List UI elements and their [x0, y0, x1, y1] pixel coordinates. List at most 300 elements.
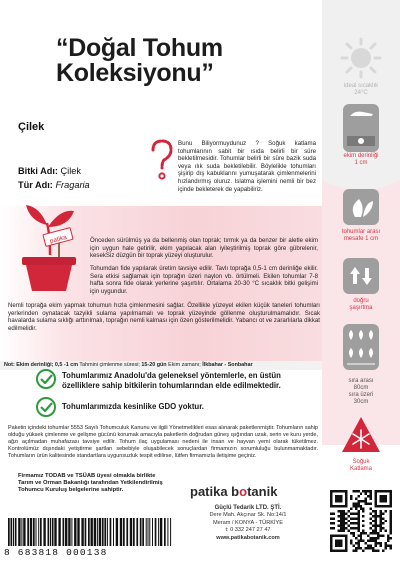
qr-module: [350, 540, 352, 542]
barcode-bar: [18, 518, 20, 546]
row-spacing-title-1: sıra arası: [348, 378, 374, 384]
qr-module: [367, 495, 369, 497]
qr-module: [347, 515, 349, 517]
seed-spacing-label: [322, 229, 400, 243]
qr-module: [370, 522, 372, 524]
brand-part-3: tanik: [247, 484, 278, 499]
sowing-depth-icon: [339, 112, 383, 156]
barcode-number: 8 683818 000138: [4, 547, 108, 558]
qr-module: [340, 525, 342, 527]
qr-module: [337, 530, 339, 532]
qr-module: [332, 517, 334, 519]
qr-module: [355, 547, 357, 549]
qr-module: [370, 502, 372, 504]
qr-module: [390, 527, 392, 529]
qr-module: [380, 522, 382, 524]
qr-module: [387, 540, 389, 542]
qr-module: [357, 530, 359, 532]
qr-module: [380, 520, 382, 522]
qr-module: [357, 520, 359, 522]
qr-module: [370, 490, 372, 492]
transplant-title: doğru: [353, 298, 369, 304]
qr-module: [342, 510, 344, 512]
qr-module: [355, 550, 357, 552]
qr-module: [355, 490, 357, 492]
qr-module: [382, 535, 384, 537]
qr-module: [340, 530, 342, 532]
qr-module: [345, 512, 347, 514]
barcode-bar: [38, 518, 39, 546]
qr-code: [330, 490, 392, 552]
qr-module: [345, 522, 347, 524]
qr-module: [385, 545, 387, 547]
barcode-bar: [11, 518, 13, 546]
sowing-depth-title: ekim derinliği: [343, 153, 379, 159]
barcode-bar: [48, 518, 50, 546]
barcode-bar: [123, 518, 125, 546]
qr-module: [357, 540, 359, 542]
qr-module: [375, 540, 377, 542]
qr-module: [347, 520, 349, 522]
qr-module: [357, 512, 359, 514]
barcode-bar: [120, 518, 122, 546]
qr-module: [377, 535, 379, 537]
snowflake-warning-icon: [339, 414, 383, 458]
bitki-value: Çilek: [60, 166, 81, 176]
qr-module: [357, 505, 359, 507]
qr-module: [390, 522, 392, 524]
qr-module: [342, 525, 344, 527]
qr-module: [335, 495, 342, 502]
barcode-bar: [94, 518, 96, 546]
ideal-temp-label: [322, 83, 400, 97]
paragraph-seedling: Tohumdan fide yapılarak üretim tavsiye edilir. Tavlı toprağa 0,5-1 cm derinliğe ekilir. Sera etkisi sağlamak için toprağın üzeri naylon vb. örtülmeli. Ekilen tohumlar 7-8 hafta sonra fide olarak yerlerine şaşırtılır. Ortalama 20-30 °C sıcaklık bitki gelişimi için uygundur.: [90, 265, 318, 295]
qr-module: [380, 527, 382, 529]
qr-module: [350, 512, 352, 514]
qr-module: [390, 545, 392, 547]
claim1-tail: edilmektedir.: [230, 381, 281, 390]
barcode-bar: [27, 518, 29, 546]
qr-module: [357, 527, 359, 529]
qr-module: [357, 547, 359, 549]
qr-module: [390, 530, 392, 532]
qr-module: [355, 527, 357, 529]
qr-module: [375, 510, 377, 512]
barcode-bar: [110, 518, 112, 546]
barcode-bar: [74, 518, 76, 546]
germination-value: 15-20 gün: [141, 362, 167, 368]
sowing-time-label: Ekim zamanı;: [168, 362, 201, 368]
qr-module: [350, 507, 352, 509]
qr-module: [362, 540, 364, 542]
qr-module: [330, 527, 332, 529]
company-name: Güçlü Tedarik LTD. ŞTİ.: [214, 505, 282, 511]
qr-module: [357, 525, 359, 527]
qr-module: [355, 507, 357, 509]
qr-module: [362, 515, 364, 517]
qr-module: [390, 520, 392, 522]
qr-module: [390, 515, 392, 517]
qr-module: [357, 522, 359, 524]
note-label: Not:: [4, 362, 15, 368]
qr-module: [380, 530, 382, 532]
barcode-bar: [158, 518, 159, 546]
qr-module: [380, 515, 382, 517]
sowing-depth-label: [322, 153, 400, 167]
qr-module: [380, 510, 382, 512]
barcode-bar: [167, 518, 168, 546]
qr-module: [355, 497, 357, 499]
plant-common-name: [18, 166, 81, 176]
qr-module: [332, 522, 334, 524]
ideal-temp-value: 24°C: [354, 90, 368, 96]
transplant-value: şaşırtma: [349, 305, 373, 311]
barcode-bar: [58, 518, 60, 546]
barcode-bar: [104, 518, 106, 546]
qr-module: [340, 510, 342, 512]
qr-module: [355, 512, 357, 514]
qr-module: [340, 520, 342, 522]
barcode-bar: [88, 518, 90, 546]
qr-module: [365, 542, 367, 544]
qr-module: [365, 497, 367, 499]
qr-module: [377, 525, 379, 527]
qr-module: [347, 510, 349, 512]
row-spacing-value-1: 80cm: [353, 385, 369, 391]
qr-module: [362, 550, 364, 552]
qr-module: [350, 517, 352, 519]
barcode-bar: [99, 518, 101, 546]
qr-module: [390, 510, 392, 512]
qr-module: [387, 535, 389, 537]
barcode-bar: [133, 518, 135, 546]
company-address-1: Dere Mah. Akçınar Sk. No:14/1: [209, 512, 287, 519]
barcode-bar: [21, 518, 22, 546]
qr-module: [370, 512, 372, 514]
qr-module: [375, 520, 377, 522]
depth-note: Ekim derinliği; 0,5 -1 cm: [16, 362, 78, 368]
qr-module: [370, 537, 372, 539]
claim1-body: Anadolu'da geleneksel yöntemlerle, en üstün özelliklere sahip bitkilerin tohumlarından elde: [62, 371, 281, 390]
qr-module: [390, 517, 392, 519]
qr-module: [380, 512, 382, 514]
qr-module: [340, 522, 342, 524]
qr-module: [350, 532, 352, 534]
qr-module: [375, 522, 377, 524]
tur-value: Fragaria: [55, 180, 90, 190]
qr-module: [357, 535, 359, 537]
qr-module: [360, 507, 362, 509]
qr-module: [367, 502, 369, 504]
qr-module: [387, 537, 389, 539]
barcode-bar: [81, 518, 83, 546]
barcode-bar: [77, 518, 79, 546]
qr-module: [377, 550, 379, 552]
qr-module: [360, 537, 362, 539]
qr-module: [362, 510, 364, 512]
company-address-2: Meram / KONYA - TÜRKİYE: [212, 519, 284, 526]
qr-module: [332, 527, 334, 529]
qr-module: [357, 490, 359, 492]
qr-module: [337, 520, 339, 522]
qr-module: [385, 520, 387, 522]
qr-module: [345, 517, 347, 519]
qr-module: [362, 532, 364, 534]
qr-module: [362, 530, 364, 532]
qr-module: [390, 512, 392, 514]
qr-module: [372, 532, 374, 534]
qr-module: [345, 527, 347, 529]
qr-module: [357, 542, 359, 544]
membership-text: Firmamız TODAB ve TSÜAB üyesi olmakla birlikte Tarım ve Orman Bakanlığı tarafından Yetkilendirilmiş Tohumcu Kuruluş belgelerine sahiptir.: [18, 473, 163, 494]
qr-module: [370, 547, 372, 549]
qr-module: [342, 530, 344, 532]
qr-module: [342, 515, 344, 517]
barcode-bar: [52, 518, 54, 546]
barcode-bar: [116, 518, 118, 546]
qr-module: [375, 545, 377, 547]
qr-module: [375, 525, 377, 527]
qr-module: [337, 515, 339, 517]
qr-module: [390, 532, 392, 534]
barcode-bar: [164, 518, 166, 546]
qr-module: [360, 540, 362, 542]
barcode-bar: [91, 518, 93, 546]
qr-module: [360, 532, 362, 534]
qr-module: [377, 515, 379, 517]
tur-label: Tür Adı:: [18, 180, 53, 190]
did-you-know-text: Bunu Biliyormuydunuz ? Soğuk katlama tohumlarının sabit bir ısıda belirli bir süre bekletilmesidir. Tohumlar belirli bir süre bazik suda veya ılık suda bekletilebilir. Böylelikle tohumları şişirip dış kabuklarını yumuşatarak çimlenmelerini hızlandırmış oluruz. Islatma işlemini nemli bir bez içinde bekleterek de yapabiliriz.: [178, 140, 316, 193]
qr-module: [352, 550, 354, 552]
qr-module: [352, 512, 354, 514]
barcode-bar: [13, 518, 14, 546]
qr-module: [372, 537, 374, 539]
barcode: [6, 518, 174, 546]
barcode-bar: [152, 518, 153, 546]
qr-module: [355, 522, 357, 524]
qr-module: [352, 502, 354, 504]
qr-module: [390, 537, 392, 539]
qr-module: [357, 495, 359, 497]
barcode-bar: [23, 518, 25, 546]
qr-module: [382, 512, 384, 514]
qr-module: [377, 542, 379, 544]
qr-module: [350, 495, 352, 497]
potted-seedling-icon: [6, 195, 88, 295]
qr-module: [342, 512, 344, 514]
qr-module: [380, 517, 382, 519]
qr-module: [347, 525, 349, 527]
barcode-bar: [54, 518, 56, 546]
brand-logo: [190, 484, 277, 499]
barcode-bar: [71, 518, 72, 546]
qr-module: [362, 490, 364, 492]
traditional-seed-claim: [62, 371, 318, 391]
sun-icon: [339, 36, 383, 80]
germination-label: Tahmini çimlenme süresi;: [79, 362, 140, 368]
qr-module: [382, 517, 384, 519]
sowing-depth-value: 1 cm: [354, 160, 368, 166]
qr-module: [365, 547, 367, 549]
qr-module: [340, 527, 342, 529]
qr-module: [367, 540, 369, 542]
legal-text: Paketin içindeki tohumlar 5553 Sayılı Tohumculuk Kanunu ve ilgili Yönetmelikleri esas alınarak paketlenmiştir. Tohumların sahip olduğu yüksek çimlenme ve gelişme gücünü korumak amacıyla paketlerin doğrudan güneş ışığından uzak, serin ve kuru yerde, ağzı açılmadan muhafazası tavsiye edilir. Tohum ilaç uygulaması nedeni ile insan ve hayvan yemi olarak tüketilmez. Kontrolümüz dışındaki yetiştirme şartları sebebiyle oluşabilecek sonuçlardan firmamızın sorumluluğu bulunmamaktadır. Tohumların ürün kalitesinde standartlara uygunsuzluk tespit edilirse, lütfen firmamızla iletişime geçiniz.: [8, 425, 318, 459]
seed-spacing-icon: [339, 185, 383, 229]
qr-module: [350, 497, 352, 499]
qr-module: [352, 532, 354, 534]
barcode-bar: [30, 518, 32, 546]
qr-module: [372, 540, 374, 542]
brand-part-1: patika b: [190, 484, 240, 499]
title-line-2: Koleksiyonu”: [56, 59, 214, 87]
qr-module: [367, 490, 369, 492]
qr-module: [357, 500, 359, 502]
qr-module: [362, 525, 364, 527]
qr-module: [337, 510, 339, 512]
barcode-bar: [63, 518, 65, 546]
qr-module: [372, 525, 374, 527]
qr-module: [375, 542, 377, 544]
qr-module: [357, 510, 359, 512]
qr-module: [360, 500, 362, 502]
brand-part-2: o: [239, 484, 248, 499]
qr-module: [380, 545, 382, 547]
barcode-bar: [102, 518, 104, 546]
qr-module: [367, 535, 369, 537]
qr-module: [352, 517, 354, 519]
row-spacing-label: [322, 378, 400, 406]
sowing-time-value: İlkbahar - Sonbahar: [202, 362, 253, 368]
barcode-bar: [85, 518, 87, 546]
barcode-bar: [126, 518, 128, 546]
qr-module: [357, 515, 359, 517]
barcode-bar: [142, 518, 144, 546]
qr-module: [370, 532, 372, 534]
barcode-bar: [65, 518, 67, 546]
qr-module: [360, 535, 362, 537]
ideal-temp-title: ideal sıcaklık: [343, 83, 379, 89]
qr-module: [385, 547, 387, 549]
barcode-bar: [43, 518, 45, 546]
qr-module: [372, 510, 374, 512]
qr-module: [352, 545, 354, 547]
qr-module: [377, 532, 379, 534]
company-phone: t: 0 332 247 27 47: [225, 527, 271, 534]
qr-module: [370, 492, 372, 494]
qr-module: [332, 512, 334, 514]
qr-module: [365, 500, 367, 502]
qr-module: [382, 522, 384, 524]
plant-species-name: [18, 180, 90, 190]
qr-module: [372, 515, 374, 517]
qr-module: [360, 492, 362, 494]
barcode-bar: [155, 518, 157, 546]
qr-module: [342, 527, 344, 529]
qr-module: [330, 522, 332, 524]
seed-spacing-title: tohumlar arası: [341, 229, 381, 235]
barcode-bar: [15, 518, 17, 546]
barcode-bar: [113, 518, 114, 546]
qr-module: [372, 547, 374, 549]
qr-module: [362, 507, 364, 509]
row-spacing-icon: [339, 322, 383, 372]
qr-module: [355, 542, 357, 544]
pot-tag-label: patika: [49, 233, 68, 246]
seed-spacing-value: mesafe 1 cm: [343, 236, 379, 242]
qr-module: [360, 547, 362, 549]
qr-module: [375, 512, 377, 514]
qr-module: [382, 550, 384, 552]
qr-module: [370, 517, 372, 519]
barcode-bar: [40, 518, 42, 546]
qr-module: [355, 505, 357, 507]
qr-module: [375, 530, 377, 532]
qr-module: [390, 525, 392, 527]
qr-module: [340, 517, 342, 519]
barcode-bar: [33, 518, 35, 546]
barcode-bar: [136, 518, 138, 546]
qr-module: [390, 547, 392, 549]
qr-module: [350, 527, 352, 529]
barcode-bar: [36, 518, 37, 546]
qr-module: [362, 500, 364, 502]
transplant-label: [322, 298, 400, 312]
qr-module: [362, 520, 364, 522]
barcode-bar: [148, 518, 149, 546]
qr-module: [357, 502, 359, 504]
qr-module: [365, 532, 367, 534]
barcode-bar: [160, 518, 162, 546]
qr-module: [365, 490, 367, 492]
qr-module: [335, 540, 342, 547]
qr-module: [367, 545, 369, 547]
qr-module: [382, 527, 384, 529]
qr-module: [357, 517, 359, 519]
qr-module: [352, 490, 354, 492]
paragraph-soil-prep: Önceden sürülmüş ya da bellenmiş olan toprak; tırmık ya da benzer bir aletle ekim için uygun hale getirilir, ekim yapılacak alan iyileştirilmiş toprak göre gübrelenir, kesekSiz düzgün bir toprak yüzeyi oluşturulur.: [90, 237, 318, 259]
qr-module: [380, 535, 382, 537]
qr-module: [380, 525, 382, 527]
no-gmo-claim: Tohumlarımızda kesinlike GDO yoktur.: [62, 402, 204, 411]
qr-module: [340, 512, 342, 514]
qr-module: [352, 522, 354, 524]
qr-module: [375, 537, 377, 539]
qr-module: [365, 492, 367, 494]
qr-module: [342, 522, 344, 524]
qr-module: [385, 510, 387, 512]
row-spacing-value-2: 30cm: [353, 399, 369, 405]
qr-module: [385, 530, 387, 532]
qr-module: [372, 520, 374, 522]
qr-module: [352, 505, 354, 507]
qr-module: [387, 545, 389, 547]
cold-title: Soğuk: [352, 459, 370, 465]
barcode-bar: [130, 518, 132, 546]
qr-module: [367, 547, 369, 549]
qr-module: [375, 515, 377, 517]
qr-module: [375, 532, 377, 534]
qr-module: [342, 520, 344, 522]
barcode-bar: [68, 518, 70, 546]
qr-module: [370, 497, 372, 499]
transplant-icon: [339, 254, 383, 298]
qr-module: [352, 535, 354, 537]
qr-module: [375, 527, 377, 529]
qr-module: [355, 537, 357, 539]
check-circle-icon: [36, 369, 56, 389]
barcode-bar: [8, 518, 10, 546]
cold-value: Katlama: [349, 466, 372, 472]
